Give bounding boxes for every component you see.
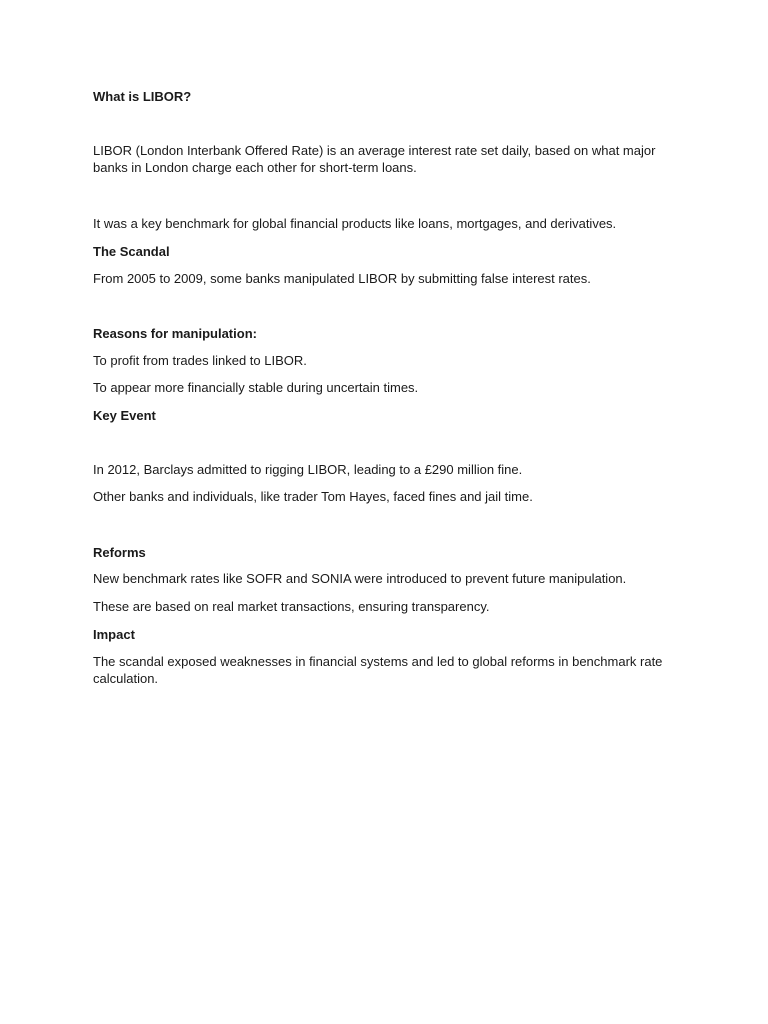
reforms-paragraph-2: These are based on real market transactions, ensuring transparency. (93, 599, 490, 614)
key-event-paragraph-1: In 2012, Barclays admitted to rigging LIBOR, leading to a £290 million fine. (93, 462, 523, 477)
key-event-paragraph-2: Other banks and individuals, like trader Tom Hayes, faced fines and jail time. (93, 489, 533, 504)
impact-heading: Impact (93, 627, 135, 642)
reforms-paragraph-1: New benchmark rates like SOFR and SONIA were introduced to prevent future manipulation. (93, 571, 627, 586)
reason-item: To appear more financially stable during uncertain times. (93, 380, 419, 395)
intro-paragraph-2: It was a key benchmark for global financial products like loans, mortgages, and derivatives. (93, 216, 617, 231)
document-title: What is LIBOR? (93, 89, 192, 104)
reforms-heading: Reforms (93, 545, 146, 560)
impact-paragraph: The scandal exposed weaknesses in financial systems and led to global reforms in benchmark rate calculation. (93, 654, 663, 686)
key-event-heading: Key Event (93, 408, 156, 423)
scandal-heading: The Scandal (93, 244, 170, 259)
intro-paragraph-1: LIBOR (London Interbank Offered Rate) is an average interest rate set daily, based on what major banks in London charge each other for short-term loans. (93, 143, 656, 175)
reason-item: To profit from trades linked to LIBOR. (93, 353, 307, 368)
reasons-heading: Reasons for manipulation: (93, 326, 257, 341)
scandal-paragraph: From 2005 to 2009, some banks manipulated LIBOR by submitting false interest rates. (93, 271, 591, 286)
